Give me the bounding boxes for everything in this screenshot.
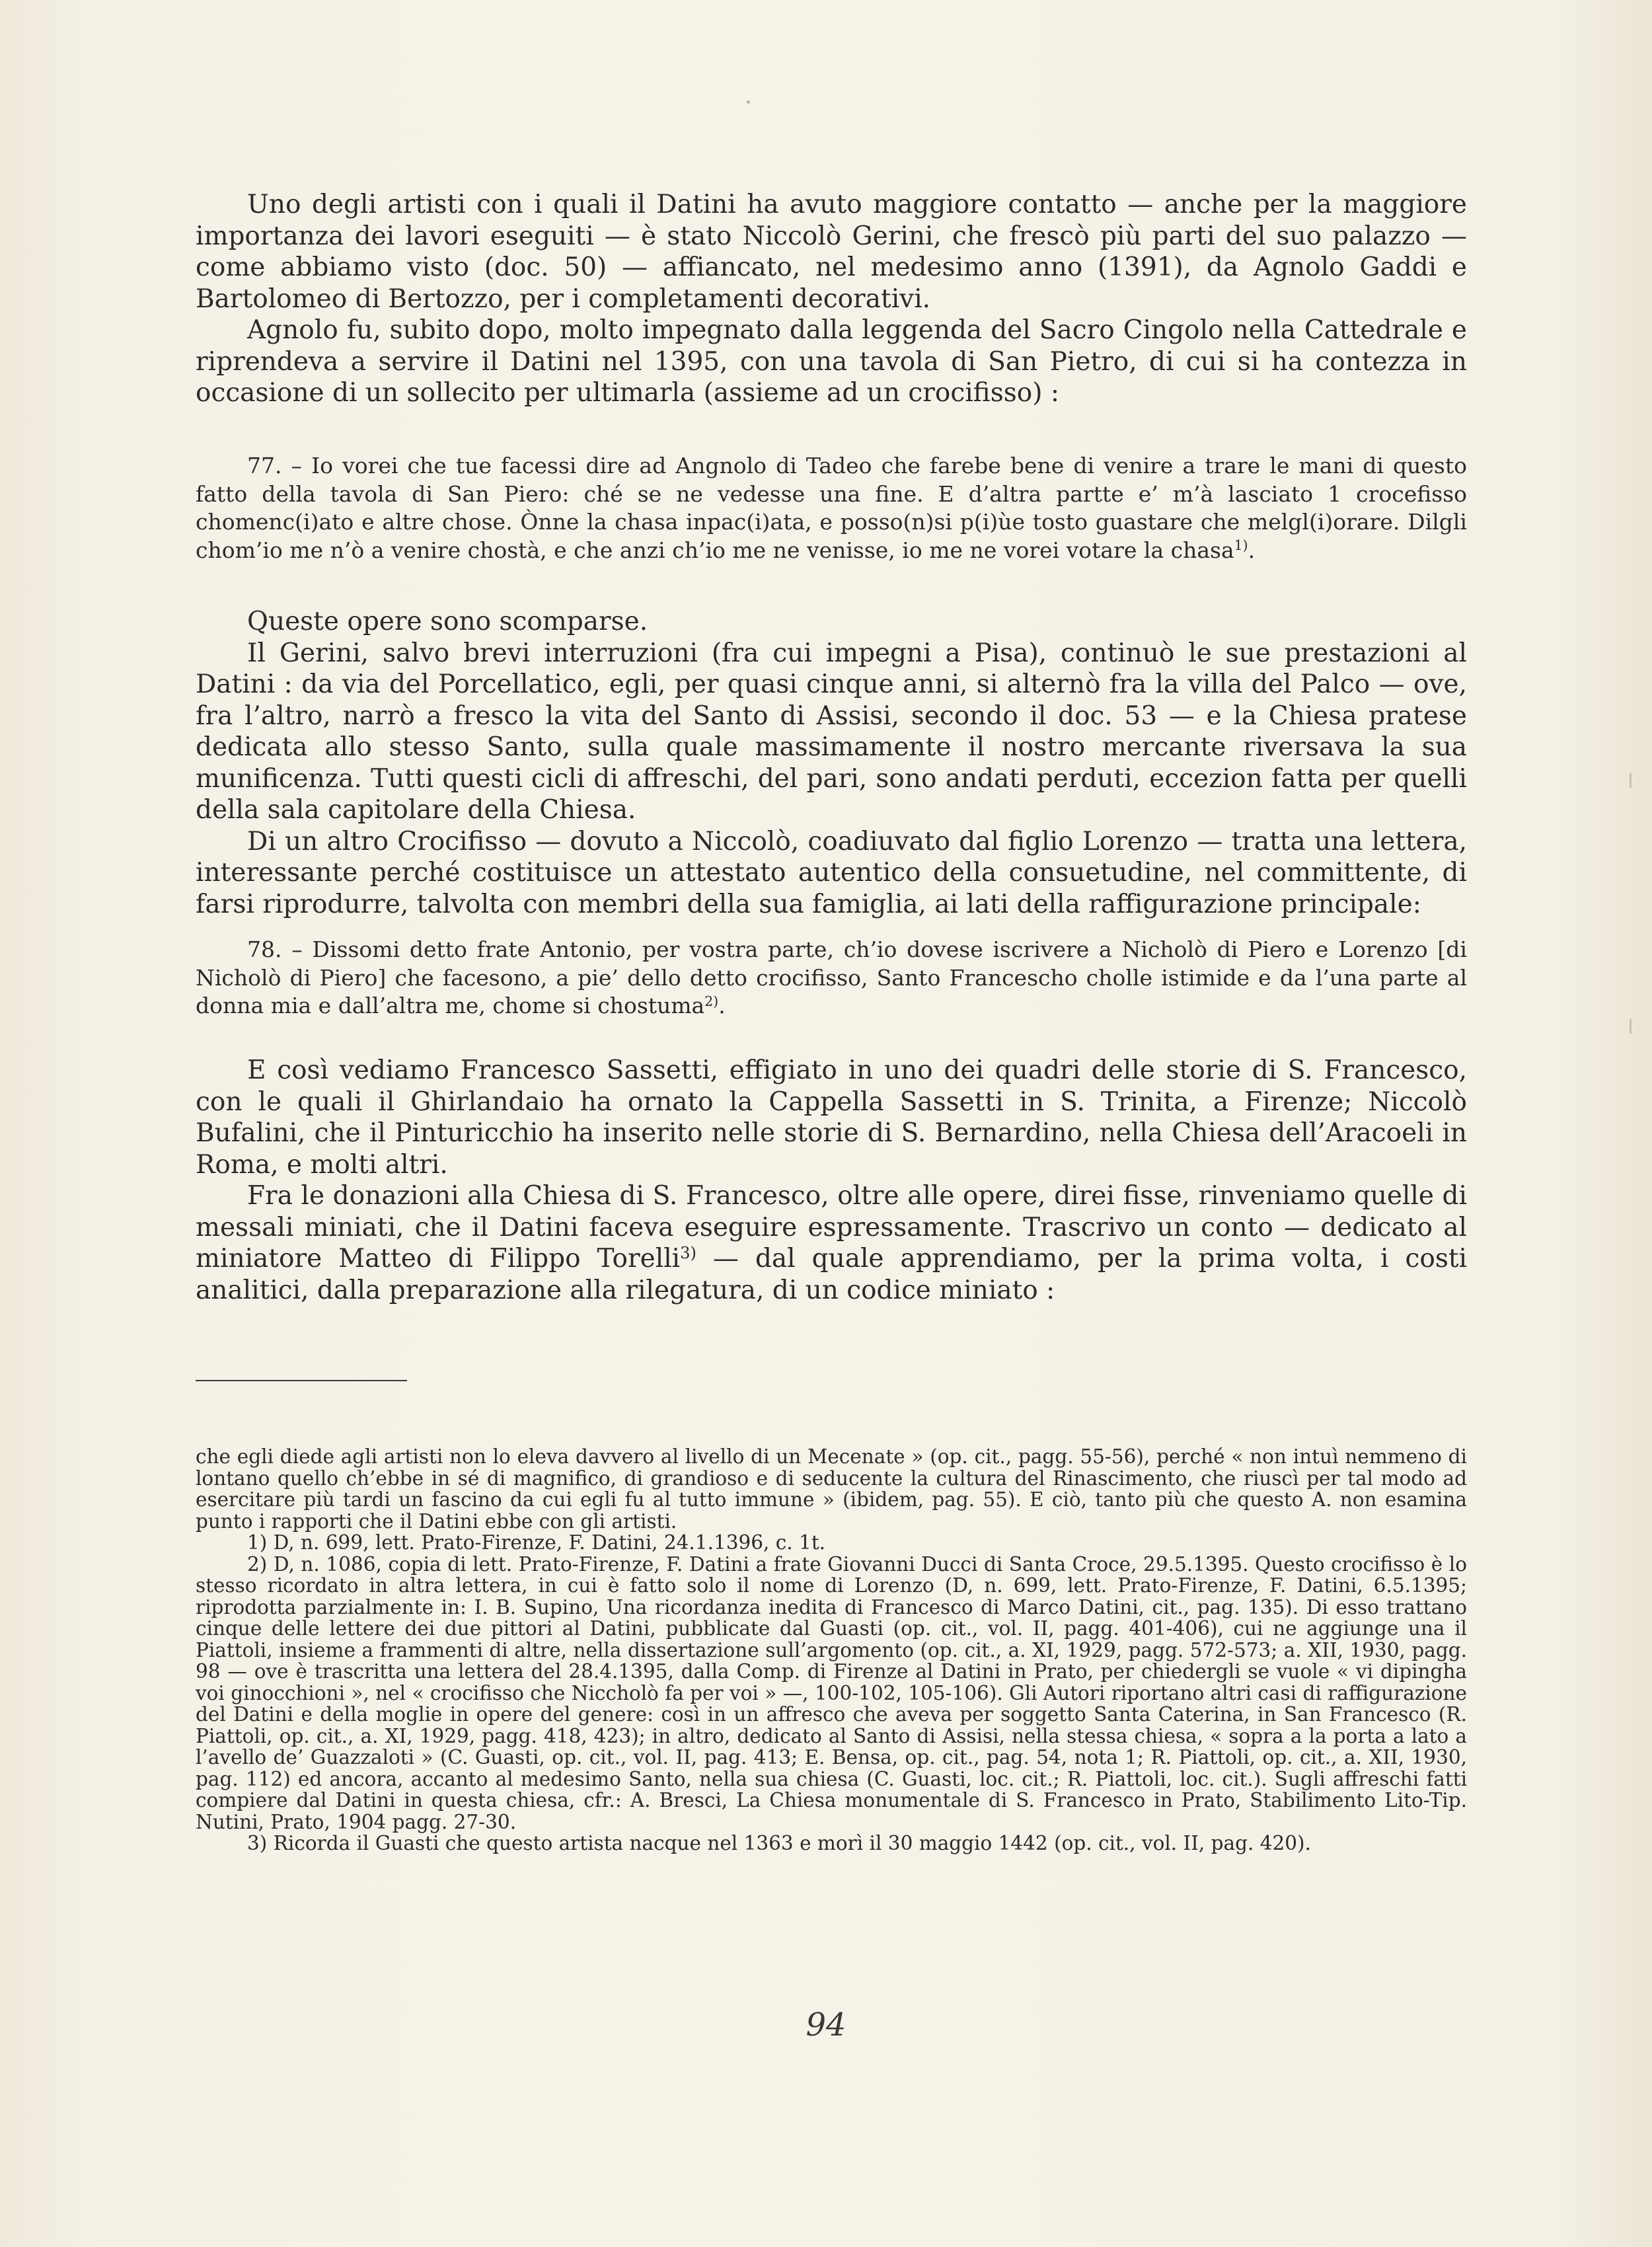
footnote-rule [196,1380,407,1381]
footnote-ref: 3) [680,1243,696,1262]
paragraph: Fra le donazioni alla Chiesa di S. Francesco, oltre alle opere, direi fisse, rinveniamo quelle di messali miniati, che il Datini faceva eseguire espressamente. Trascrivo un conto — dedicato al miniatore Matteo di Filippo Torelli$^{3)}$ — dal quale apprendiamo, per la prima volta, i costi analitici, dalla preparazione alla rilegatura, di un codice miniato : [196,1181,1467,1305]
footnotes [196,1446,1467,1854]
paragraph: Queste opere sono scomparse. [247,607,648,636]
footnote-2: 2) D, n. 1086, copia di lett. Prato-Firenze, F. Datini a frate Giovanni Ducci di Santa Croce, 29.5.1395. Questo crocifisso è lo stesso ricordato in altra lettera, in cui è fatto solo il nome di Lorenzo (D, n. 699, lett. Prato-Firenze, F. Datini, 6.5.1395; riprodotta parzialmente in: I. B. Supino, Una ricordanza inedita di Francesco di Marco Datini, cit., pag. 135). Di esso trattano cinque delle lettere dei due pittori al Datini, pubblicate dal Guasti (op. cit., vol. II, pagg. 401-406), cui ne aggiunge una il Piattoli, insieme a frammenti di altre, nella dissertazione sull’argomento (op. cit., a. XI, 1929, pagg. 572-573; a. XII, 1930, pagg. 98 — ove è trascritta una lettera del 28.4.1395, dalla Comp. di Firenze al Datini in Prato, per chiedergli se vuole « vi dipingha voi ginocchioni », nel « crocifisso che Niccholò fa per voi » —, 100-102, 105-106). Gli Autori riportano altri casi di raffigurazione del Datini e della moglie in opere del genere: così in un affresco che aveva per soggetto Santa Caterina, in San Francesco (R. Piattoli, op. cit., a. XI, 1929, pagg. 418, 423); in altro, dedicato al Santo di Assisi, nella stessa chiesa, « sopra a la porta a lato a l’avello de’ Guazzaloti » (C. Guasti, op. cit., vol. II, pag. 413; E. Bensa, op. cit., pag. 54, nota 1; R. Piattoli, op. cit., a. XII, 1930, pag. 112) ed ancora, accanto al medesimo Santo, nella sua chiesa (C. Guasti, loc. cit.; R. Piattoli, loc. cit.). Sugli affreschi fatti compiere dal Datini in questa chiesa, cfr.: A. Bresci, La Chiesa monumentale di S. Francesco in Prato, Stabilimento Lito-Tip. Nutini, Prato, 1904 pagg. 27-30. [196,1552,1467,1833]
paragraph: Di un altro Crocifisso — dovuto a Niccolò, coadiuvato dal figlio Lorenzo — tratta una lettera, interessante perché costituisce un attestato autentico della consuetudine, nel committente, di farsi riprodurre, talvolta con membri della sua famiglia, ai lati della raffigurazione principale: [196,826,1467,919]
quote-77 [196,452,1467,564]
paper-speck [747,100,750,104]
footnote-continuation: che egli diede agli artisti non lo eleva davvero al livello di un Mecenate » (op. cit., pagg. 55-56), perché « non intuì nemmeno di lontano quello ch’ebbe in sé di magnifico, di grandioso e di seducente la cultura del Rinascimento, che riuscì per tal modo ad esercitare più tardi un fascino da cui egli fu al tutto immune » (ibidem, pag. 55). E ciò, tanto più che questo A. non esamina punto i rapporti che il Datini ebbe con gli artisti. [196,1445,1467,1533]
main-text-block-1 [196,189,1467,409]
paragraph: Agnolo fu, subito dopo, molto impegnato dalla leggenda del Sacro Cingolo nella Cattedrale e riprendeva a servire il Datini nel 1395, con una tavola di San Pietro, di cui si ha contezza in occasione di un sollecito per ultimarla (assieme ad un crocifisso) : [196,315,1467,408]
footnote-1: 1) D, n. 699, lett. Prato-Firenze, F. Datini, 24.1.1396, c. 1t. [247,1531,826,1554]
quote-text: 77. – Io vorei che tue facessi dire ad Angnolo di Tadeo che farebe bene di venire a trare le mani di questo fatto della tavola di San Piero: ché se ne vedesse una fine. E d’altra partte e’ m’à lasciato 1 crocefisso chomenc(i)ato e altre chose. Ònne la chasa inpac(i)ata, e posso(n)si p(i)ùe tosto guastare che melgl(i)orare. Dilgli chom’io me n’ò a venire chostà, e che anzi ch’io me ne venisse, io me ne vorei votare la chasa$^{1)}$. [196,453,1467,563]
page-number: 94 [806,2006,846,2043]
quote-text: 78. – Dissomi detto frate Antonio, per vostra parte, ch’io dovese iscrivere a Nicholò di Piero e Lorenzo [di Nicholò di Piero] che facesono, a pie’ dello detto crocifisso, Santo Francescho cholle istimide e da l’una parte al donna mia e dall’altra me, chome si chostuma$^{2)}$. [196,936,1467,1018]
main-text-block-3 [196,1055,1467,1306]
paragraph: Uno degli artisti con i quali il Datini ha avuto maggiore contatto — anche per la maggiore importanza dei lavori eseguiti — è stato Niccolò Gerini, che frescò più parti del suo palazzo — come abbiamo visto (doc. 50) — affiancato, nel medesimo anno (1391), da Agnolo Gaddi e Bartolomeo di Bertozzo, per i completamenti decorativi. [196,190,1467,314]
paper-mark [1630,773,1632,788]
paper-mark [1630,1019,1632,1034]
paragraph: E così vediamo Francesco Sassetti, effigiato in uno dei quadri delle storie di S. Francesco, con le quali il Ghirlandaio ha ornato la Cappella Sassetti in S. Trinita, a Firenze; Niccolò Bufalini, che il Pinturicchio ha inserito nelle storie di S. Bernardino, nella Chiesa dell’Aracoeli in Roma, e molti altri. [196,1055,1467,1180]
main-text-block-2 [196,606,1467,920]
paragraph: Il Gerini, salvo brevi interruzioni (fra cui impegni a Pisa), continuò le sue prestazioni al Datini : da via del Porcellatico, egli, per quasi cinque anni, si alternò fra la villa del Palco — ove, fra l’altro, narrò a fresco la vita del Santo di Assisi, secondo il doc. 53 — e la Chiesa pratese dedicata allo stesso Santo, sulla quale massimamente il nostro mercante riversava la sua munificenza. Tutti questi cicli di affreschi, del pari, sono andati perduti, eccezion fatta per quelli della sala capitolare della Chiesa. [196,638,1467,825]
quote-78 [196,936,1467,1020]
footnote-ref: 1) [1234,537,1248,554]
footnote-3: 3) Ricorda il Guasti che questo artista nacque nel 1363 e morì il 30 maggio 1442 (op. cit., vol. II, pag. 420). [247,1832,1311,1854]
footnote-ref: 2) [704,993,719,1009]
